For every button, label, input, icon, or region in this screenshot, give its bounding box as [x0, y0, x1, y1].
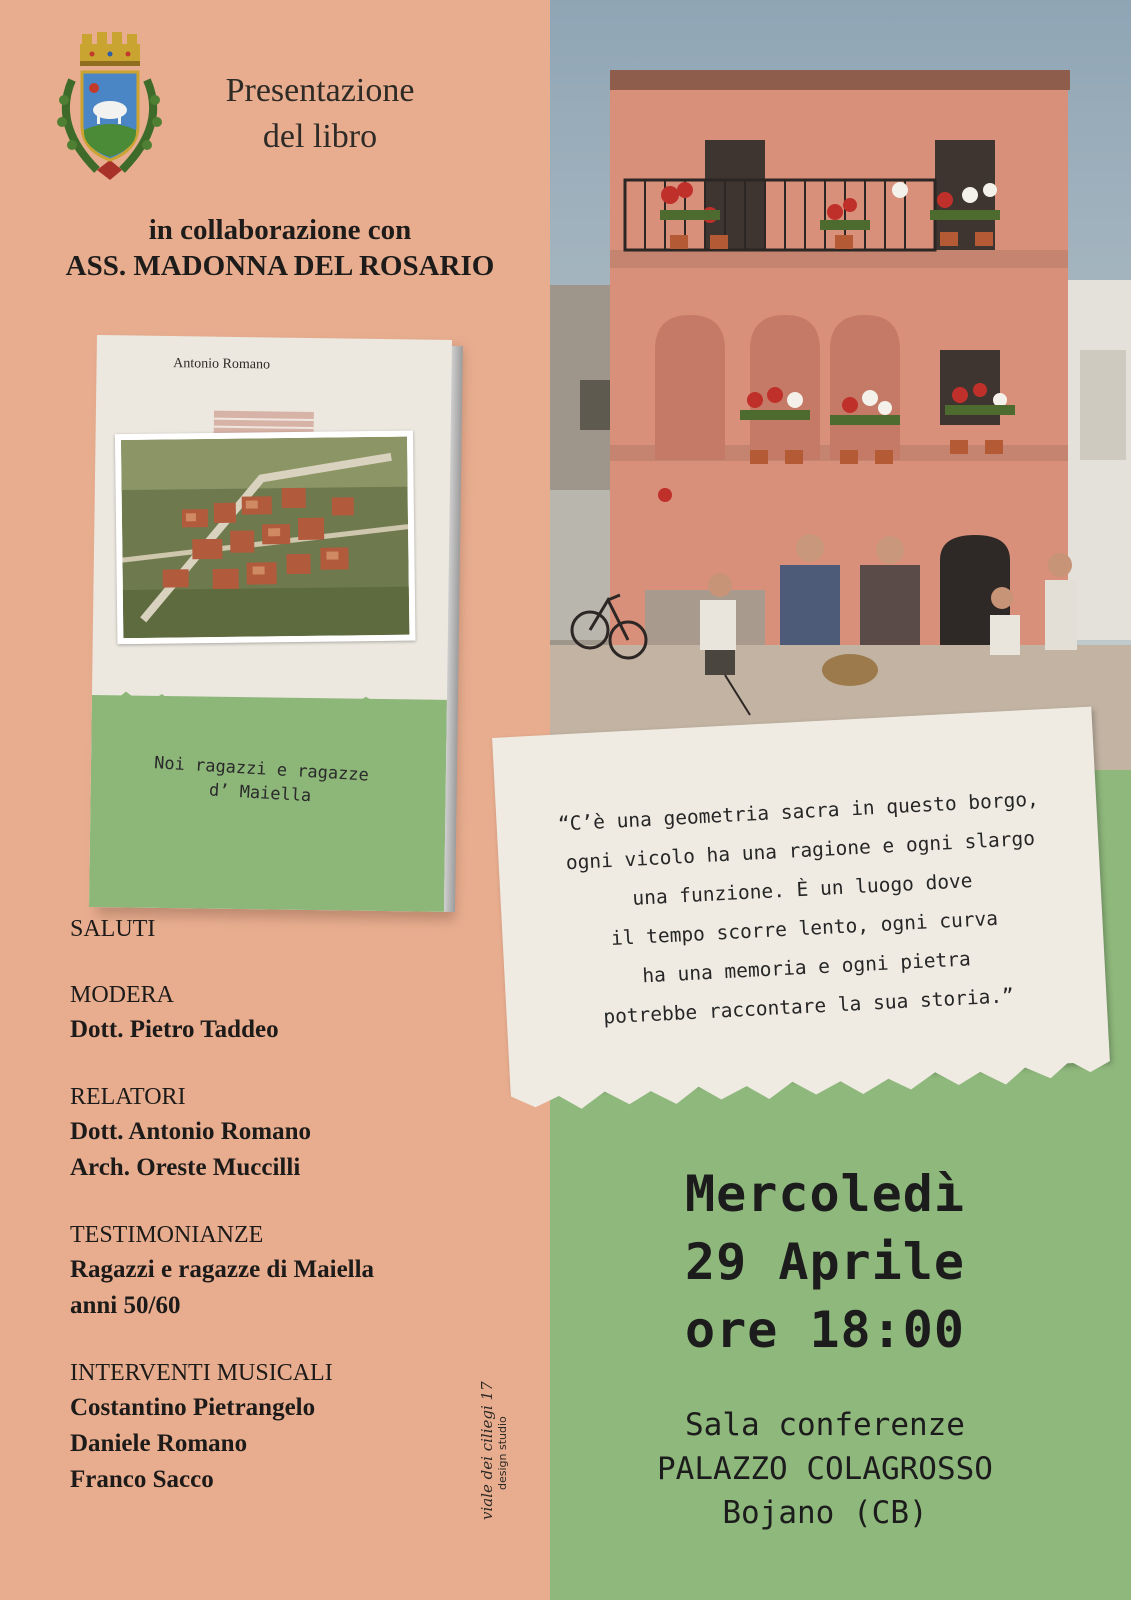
book-title-line-2: d’ Maiella [208, 780, 312, 807]
musician-name: Daniele Romano [70, 1430, 248, 1457]
event-date [565, 1160, 1085, 1364]
title-line-2: del libro [262, 118, 378, 155]
musician-name: Franco Sacco [70, 1466, 214, 1493]
event-venue [565, 1403, 1085, 1535]
venue-line-1: Sala conferenze [685, 1407, 965, 1443]
collaboration-line-1: in collaborazione con [148, 214, 412, 246]
testimonianze-label: TESTIMONIANZE [70, 1222, 264, 1248]
coat-of-arms-icon [52, 30, 167, 185]
book-cover [89, 335, 452, 912]
quote-line: “C’è una geometria sacra in questo borgo, [557, 787, 1040, 836]
quote-line: il tempo scorre lento, ogni curva [610, 906, 999, 951]
relatori-label: RELATORI [70, 1084, 186, 1110]
speaker-name: Dott. Antonio Romano [70, 1118, 311, 1145]
testimonials-line: anni 50/60 [70, 1292, 181, 1319]
event-date-text: 29 Aprile [685, 1233, 965, 1291]
credit-line-2: design studio [496, 1416, 509, 1490]
quote-note [492, 707, 1112, 1133]
speaker-name: Arch. Oreste Muccilli [70, 1154, 301, 1181]
saluti-label: SALUTI [70, 916, 156, 942]
event-program [70, 912, 530, 1498]
musica-label: INTERVENTI MUSICALI [70, 1360, 333, 1386]
quote-line: una funzione. È un luogo dove [631, 869, 974, 910]
book-title-line-1: Noi ragazzi e ragazze [153, 753, 370, 786]
aerial-village-painting [115, 431, 416, 645]
venue-line-2: PALAZZO COLAGROSSO [657, 1451, 993, 1487]
credit-line-1: viale dei ciliegi 17 [478, 1381, 496, 1520]
modera-label: MODERA [70, 982, 175, 1008]
quote-line: potrebbe raccontare la sua storia.” [602, 984, 1015, 1029]
quote-line: ogni vicolo ha una ragione e ogni slargo [565, 826, 1036, 875]
event-time: ore 18:00 [685, 1301, 965, 1359]
testimonials-line: Ragazzi e ragazze di Maiella [70, 1256, 375, 1283]
book-author: Antonio Romano [173, 356, 271, 373]
collaboration-line-2: ASS. MADONNA DEL ROSARIO [65, 250, 495, 282]
book-quote [518, 777, 1089, 1040]
musician-name: Costantino Pietrangelo [70, 1394, 316, 1421]
book-cover-image [89, 335, 455, 912]
moderator-name: Dott. Pietro Taddeo [70, 1016, 279, 1043]
quote-line: ha una memoria e ogni pietra [641, 947, 972, 988]
design-credit [478, 1380, 509, 1520]
village-house-photo [550, 0, 1131, 770]
page-title [170, 68, 470, 160]
venue-line-3: Bojano (CB) [722, 1495, 928, 1531]
event-day: Mercoledì [685, 1165, 965, 1223]
collaboration-note [0, 212, 560, 284]
title-line-1: Presentazione [225, 72, 415, 109]
